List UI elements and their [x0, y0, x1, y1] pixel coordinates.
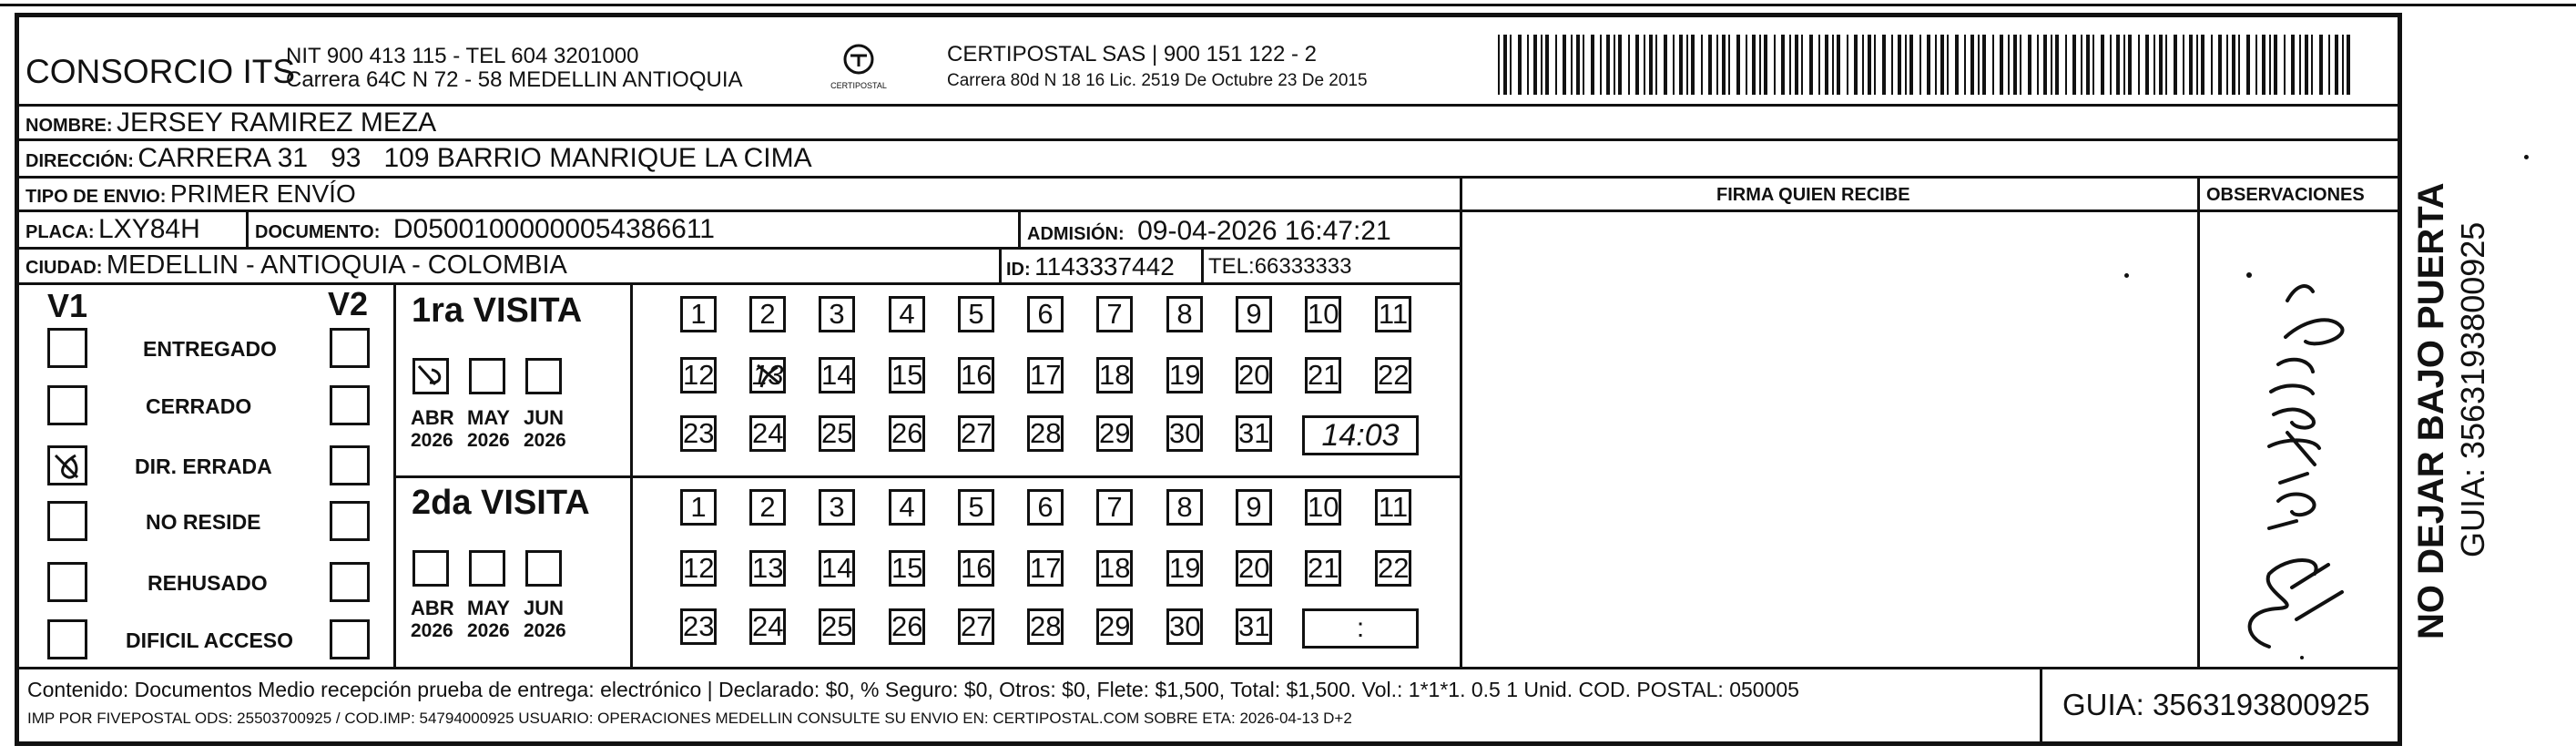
barcode-bar — [1774, 35, 1776, 95]
certipostal-line1: CERTIPOSTAL SAS | 900 151 122 - 2 — [947, 42, 1317, 66]
certipostal-logo — [830, 41, 887, 92]
barcode-bar — [1628, 35, 1630, 95]
day-box[interactable]: 22 — [1375, 357, 1411, 393]
day-box[interactable]: 12 — [680, 550, 717, 587]
barcode-bar — [1527, 35, 1529, 95]
barcode-bar — [2196, 35, 2198, 95]
barcode-bar — [1541, 35, 1543, 95]
barcode-bar — [1764, 35, 1767, 95]
barcode-bar — [1691, 35, 1695, 95]
barcode-bar — [1614, 35, 1615, 95]
barcode-bar — [1847, 35, 1848, 95]
barcode-bar — [2159, 35, 2163, 95]
company-address: Carrera 64C N 72 - 58 MEDELLIN ANTIOQUIA — [286, 67, 743, 92]
status-label: CERRADO — [146, 394, 252, 418]
month-label: MAY — [467, 406, 510, 429]
barcode-bar — [1498, 35, 1500, 95]
barcode-bar — [2311, 35, 2313, 95]
barcode-bar — [1635, 35, 1639, 95]
barcode-bar — [2145, 35, 2149, 95]
barcode-bar — [1818, 35, 1820, 95]
day-box[interactable]: 4 — [889, 296, 925, 332]
day-box[interactable]: 1 — [680, 296, 717, 332]
v1-checkbox[interactable] — [47, 445, 87, 485]
barcode-bar — [2299, 35, 2301, 95]
barcode-bar — [1618, 35, 1622, 95]
barcode-bar — [1978, 35, 1980, 95]
day-box[interactable]: 14 — [819, 357, 855, 393]
time-box[interactable]: : — [1302, 608, 1419, 649]
barcode-bar — [1909, 35, 1913, 95]
placa-value: LXY84H — [98, 214, 200, 244]
barcode-bar — [2123, 35, 2125, 95]
barcode-bar — [2246, 35, 2250, 95]
barcode-bar — [1759, 35, 1761, 95]
day-box[interactable]: 16 — [958, 550, 994, 587]
v1-label: V1 — [47, 287, 88, 324]
barcode-bar — [1673, 35, 1675, 95]
month-checkbox[interactable] — [525, 358, 562, 394]
barcode-bar — [2183, 35, 2184, 95]
barcode-bar — [2319, 35, 2323, 95]
barcode-bar — [1801, 35, 1803, 95]
v2-checkbox[interactable] — [330, 328, 370, 368]
barcode-bar — [1736, 35, 1740, 95]
visit1-title: 1ra VISITA — [412, 291, 583, 330]
year-label: 2026 — [411, 620, 453, 641]
time-box[interactable]: 14:03 — [1302, 415, 1419, 455]
barcode-bar — [2013, 35, 2017, 95]
day-box[interactable]: 2 — [749, 296, 786, 332]
day-box[interactable]: 9 — [1236, 489, 1272, 526]
barcode-bar — [2226, 35, 2228, 95]
barcode-bar — [1935, 35, 1937, 95]
day-box[interactable]: 21 — [1305, 550, 1341, 587]
barcode-bar — [1752, 35, 1756, 95]
barcode-bar — [2153, 35, 2155, 95]
footer-impresion: IMP POR FIVEPOSTAL ODS: 25503700925 / COD.IMP: 54794000925 USUARIO: OPERACIONES MEDELLIN CONSULTE SU ENVIO EN: CERTIPOSTAL.COM SOBRE ETA: 2026-04-13 D+2 — [27, 710, 1352, 727]
svg-text:CERTIPOSTAL: CERTIPOSTAL — [830, 81, 887, 90]
admision-field — [1027, 218, 1391, 245]
barcode-bar — [1795, 35, 1798, 95]
barcode-bar — [2065, 35, 2067, 95]
barcode-bar — [1518, 35, 1522, 95]
month-label: JUN — [524, 597, 565, 619]
day-box[interactable]: 23 — [680, 415, 717, 452]
day-box[interactable]: 14 — [819, 550, 855, 587]
barcode-bar — [1571, 35, 1573, 95]
placa-field — [25, 216, 200, 243]
status-label: ENTREGADO — [143, 337, 277, 361]
day-box[interactable]: 16 — [958, 357, 994, 393]
barcode-bar — [1686, 35, 1688, 95]
barcode-bar — [1927, 35, 1930, 95]
barcode-bar — [2008, 35, 2010, 95]
barcode-bar — [1728, 35, 1730, 95]
day-box[interactable]: 5 — [958, 489, 994, 526]
barcode-bar — [1600, 35, 1602, 95]
top-rule — [0, 4, 2576, 6]
day-box[interactable]: 26 — [889, 415, 925, 452]
month-checkbox[interactable] — [412, 358, 449, 394]
company-name: CONSORCIO ITS — [25, 53, 296, 90]
day-box[interactable]: 7 — [1096, 489, 1133, 526]
barcode-bar — [1832, 35, 1834, 95]
day-box[interactable]: 11 — [1375, 296, 1411, 332]
ciudad-label: CIUDAD: — [25, 258, 103, 278]
barcode-bar — [2043, 35, 2047, 95]
day-box[interactable]: 8 — [1166, 489, 1203, 526]
barcode-bar — [1789, 35, 1791, 95]
barcode-bar — [2051, 35, 2052, 95]
barcode-bar — [2328, 35, 2330, 95]
barcode-bar — [2201, 35, 2204, 95]
barcode-bar — [2347, 35, 2350, 95]
v2-checkbox[interactable] — [330, 445, 370, 485]
barcode-bar — [1955, 35, 1959, 95]
year-label: 2026 — [467, 430, 510, 451]
v1-checkbox[interactable] — [47, 619, 87, 659]
day-box[interactable]: 15 — [889, 357, 925, 393]
month-label: MAY — [467, 597, 510, 619]
status-label: NO RESIDE — [146, 510, 261, 534]
barcode-bar — [1868, 35, 1871, 95]
barcode-bar — [1649, 35, 1653, 95]
documento-value: D05001000000054386611 — [392, 214, 715, 244]
id-field — [1006, 254, 1175, 280]
barcode-bar — [2055, 35, 2059, 95]
barcode-bar — [2000, 35, 2003, 95]
barcode-bar — [1655, 35, 1657, 95]
day-box[interactable]: 20 — [1236, 550, 1272, 587]
day-box[interactable]: 3 — [819, 296, 855, 332]
v1-checkbox[interactable] — [47, 328, 87, 368]
day-box[interactable]: 18 — [1096, 550, 1133, 587]
barcode-bar — [1940, 35, 1944, 95]
day-box[interactable]: 19 — [1166, 357, 1203, 393]
day-box[interactable]: 31 — [1236, 608, 1272, 645]
barcode-bar — [1591, 35, 1594, 95]
barcode-bar — [2086, 35, 2090, 95]
barcode-bar — [2138, 35, 2140, 95]
day-box[interactable]: 13 — [749, 357, 786, 393]
barcode-bar — [1701, 35, 1703, 95]
documento-field — [255, 216, 715, 243]
day-box[interactable]: 28 — [1027, 608, 1064, 645]
barcode-bar — [1576, 35, 1580, 95]
day-box[interactable]: 24 — [749, 415, 786, 452]
tel-field — [1208, 256, 1351, 278]
direccion-label: DIRECCIÓN: — [25, 151, 134, 171]
barcode-bar — [1891, 35, 1893, 95]
id-value: 1143337442 — [1034, 252, 1175, 281]
company-nit: NIT 900 413 115 - TEL 604 3201000 — [286, 44, 639, 68]
observaciones-handwriting — [2205, 228, 2388, 661]
month-checkbox[interactable] — [469, 358, 505, 394]
barcode-bar — [2092, 35, 2094, 95]
nombre-value: JERSEY RAMIREZ MEZA — [117, 107, 437, 138]
barcode-bar — [1809, 35, 1813, 95]
day-box[interactable]: 9 — [1236, 296, 1272, 332]
barcode-bar — [2255, 35, 2257, 95]
tipo-label: TIPO DE ENVIO: — [25, 187, 167, 207]
day-box[interactable]: 15 — [889, 550, 925, 587]
day-box[interactable]: 10 — [1305, 489, 1341, 526]
barcode-bar — [2116, 35, 2120, 95]
barcode-bar — [2335, 35, 2338, 95]
year-label: 2026 — [467, 620, 510, 641]
id-label: ID: — [1006, 260, 1031, 280]
month-label: JUN — [524, 406, 565, 429]
tel-value: 66333333 — [1254, 254, 1352, 279]
day-box[interactable]: 19 — [1166, 550, 1203, 587]
barcode-bar — [2110, 35, 2112, 95]
barcode-bar — [1781, 35, 1785, 95]
barcode-bar — [1503, 35, 1507, 95]
day-box[interactable]: 7 — [1096, 296, 1133, 332]
barcode — [1498, 35, 2354, 95]
barcode-bar — [1882, 35, 1886, 95]
side-guia: GUIA: 3563193800925 — [2454, 221, 2491, 557]
admision-label: ADMISIÓN: — [1027, 224, 1125, 244]
barcode-bar — [1664, 35, 1667, 95]
v1-checkbox[interactable] — [47, 385, 87, 425]
barcode-bar — [1722, 35, 1726, 95]
barcode-bar — [1644, 35, 1645, 95]
direccion-row — [25, 145, 812, 172]
v2-checkbox[interactable] — [330, 385, 370, 425]
day-box[interactable]: 21 — [1305, 357, 1341, 393]
observaciones-label: OBSERVACIONES — [2206, 185, 2365, 205]
barcode-bar — [2081, 35, 2082, 95]
tipo-value: PRIMER ENVÍO — [169, 179, 356, 208]
barcode-bar — [1746, 35, 1747, 95]
day-box[interactable]: 31 — [1236, 415, 1272, 452]
day-box[interactable]: 30 — [1166, 415, 1203, 452]
v1-checkbox[interactable] — [47, 501, 87, 541]
ciudad-value: MEDELLIN - ANTIOQUIA - COLOMBIA — [106, 250, 567, 280]
tipo-row — [25, 181, 356, 207]
barcode-bar — [2028, 35, 2031, 95]
day-box[interactable]: 2 — [749, 489, 786, 526]
barcode-bar — [2165, 35, 2167, 95]
day-box[interactable]: 25 — [819, 415, 855, 452]
v2-checkbox[interactable] — [330, 501, 370, 541]
barcode-bar — [1533, 35, 1537, 95]
documento-label: DOCUMENTO: — [255, 222, 381, 242]
barcode-bar — [1716, 35, 1718, 95]
barcode-bar — [2238, 35, 2240, 95]
barcode-bar — [1982, 35, 1986, 95]
day-box[interactable]: 6 — [1027, 296, 1064, 332]
barcode-bar — [1992, 35, 1994, 95]
dot-mark — [2124, 273, 2129, 278]
day-box[interactable]: 3 — [819, 489, 855, 526]
barcode-bar — [1583, 35, 1584, 95]
month-checkbox[interactable] — [525, 550, 562, 587]
ciudad-field — [25, 252, 567, 279]
barcode-bar — [2072, 35, 2076, 95]
month-label: ABR — [411, 597, 454, 619]
year-label: 2026 — [524, 620, 566, 641]
day-box[interactable]: 11 — [1375, 489, 1411, 526]
v1-checkbox[interactable] — [47, 562, 87, 602]
barcode-bar — [1825, 35, 1828, 95]
day-box[interactable]: 5 — [958, 296, 994, 332]
v2-checkbox[interactable] — [330, 619, 370, 659]
day-box[interactable]: 25 — [819, 608, 855, 645]
barcode-bar — [1964, 35, 1966, 95]
barcode-bar — [1563, 35, 1566, 95]
firma-label: FIRMA QUIEN RECIBE — [1716, 185, 1910, 205]
barcode-bar — [2305, 35, 2308, 95]
barcode-bar — [2101, 35, 2104, 95]
day-box[interactable]: 24 — [749, 608, 786, 645]
day-box[interactable]: 23 — [680, 608, 717, 645]
year-label: 2026 — [524, 430, 566, 451]
footer-guia: GUIA: 3563193800925 — [2062, 688, 2370, 721]
day-box[interactable]: 20 — [1236, 357, 1272, 393]
day-box[interactable]: 27 — [958, 415, 994, 452]
certipostal-line2: Carrera 80d N 18 16 Lic. 2519 De Octubre 23 De 2015 — [947, 71, 1368, 90]
direccion-value: CARRERA 31 93 109 BARRIO MANRIQUE LA CIMA — [137, 143, 812, 173]
dot-mark — [2524, 155, 2529, 159]
month-checkbox[interactable] — [412, 550, 449, 587]
day-box[interactable]: 26 — [889, 608, 925, 645]
day-box[interactable]: 28 — [1027, 415, 1064, 452]
day-box[interactable]: 1 — [680, 489, 717, 526]
barcode-bar — [1898, 35, 1901, 95]
barcode-bar — [1679, 35, 1683, 95]
v2-label: V2 — [328, 285, 369, 322]
barcode-bar — [1555, 35, 1557, 95]
day-box[interactable]: 29 — [1096, 415, 1133, 452]
status-label: REHUSADO — [148, 571, 268, 595]
barcode-bar — [2342, 35, 2344, 95]
barcode-bar — [2128, 35, 2132, 95]
day-box[interactable]: 10 — [1305, 296, 1341, 332]
placa-label: PLACA: — [25, 222, 95, 242]
visit2-title: 2da VISITA — [412, 484, 590, 522]
barcode-bar — [2284, 35, 2286, 95]
status-label: DIFICIL ACCESO — [126, 628, 294, 652]
day-box[interactable]: 13 — [749, 550, 786, 587]
month-checkbox[interactable] — [469, 550, 505, 587]
day-box[interactable]: 4 — [889, 489, 925, 526]
barcode-bar — [2232, 35, 2235, 95]
nombre-label: NOMBRE: — [25, 116, 113, 136]
barcode-bar — [1837, 35, 1840, 95]
barcode-bar — [2189, 35, 2193, 95]
barcode-bar — [1919, 35, 1921, 95]
barcode-bar — [2218, 35, 2222, 95]
day-box[interactable]: 30 — [1166, 608, 1203, 645]
nombre-row — [25, 109, 436, 137]
barcode-bar — [2211, 35, 2213, 95]
day-box[interactable]: 27 — [958, 608, 994, 645]
barcode-bar — [2291, 35, 2295, 95]
barcode-bar — [1545, 35, 1549, 95]
no-dejar-bajo-puerta: NO DEJAR BAJO PUERTA — [2411, 182, 2451, 639]
barcode-bar — [1970, 35, 1974, 95]
barcode-bar — [1905, 35, 1907, 95]
day-box[interactable]: 8 — [1166, 296, 1203, 332]
barcode-bar — [2262, 35, 2265, 95]
status-label: DIR. ERRADA — [135, 455, 272, 478]
barcode-bar — [1708, 35, 1712, 95]
year-label: 2026 — [411, 430, 453, 451]
barcode-bar — [2020, 35, 2021, 95]
v2-checkbox[interactable] — [330, 562, 370, 602]
tel-label: TEL: — [1208, 254, 1255, 279]
barcode-bar — [1874, 35, 1876, 95]
barcode-bar — [2037, 35, 2039, 95]
barcode-bar — [2269, 35, 2271, 95]
day-box[interactable]: 29 — [1096, 608, 1133, 645]
barcode-bar — [1854, 35, 1858, 95]
admision-value: 09-04-2026 16:47:21 — [1137, 216, 1391, 246]
barcode-bar — [2274, 35, 2277, 95]
day-box[interactable]: 17 — [1027, 357, 1064, 393]
barcode-bar — [2174, 35, 2177, 95]
footer-contenido: Contenido: Documentos Medio recepción prueba de entrega: electrónico | Declarado: $0, % Seguro: $0, Otros: $0, Flete: $1,500, Total: $1,500. Vol.: 1*1*1. 0.5 1 Unid. COD. POSTAL: 050005 — [27, 678, 1799, 701]
month-label: ABR — [411, 406, 454, 429]
day-box[interactable]: 17 — [1027, 550, 1064, 587]
day-box[interactable]: 12 — [680, 357, 717, 393]
day-box[interactable]: 6 — [1027, 489, 1064, 526]
day-box[interactable]: 18 — [1096, 357, 1133, 393]
barcode-bar — [1510, 35, 1512, 95]
barcode-bar — [1947, 35, 1949, 95]
day-box[interactable]: 22 — [1375, 550, 1411, 587]
barcode-bar — [1606, 35, 1610, 95]
barcode-bar — [1862, 35, 1864, 95]
